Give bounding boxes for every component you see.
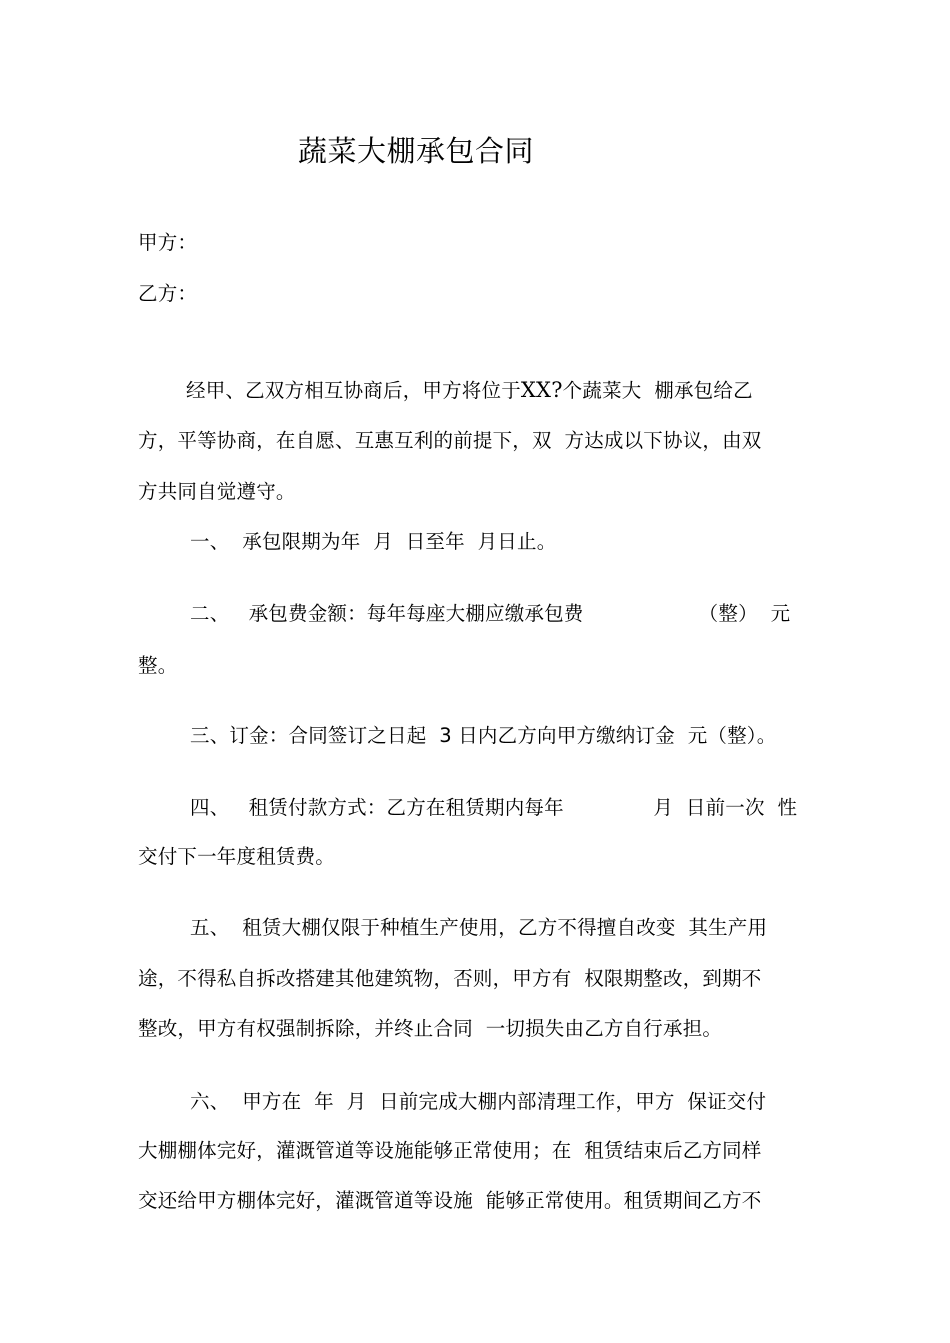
party-a-label: 甲方： <box>138 231 198 254</box>
clause-5-line-3: 整改，甲方有权强制拆除，并终止合同 一切损失由乙方自行承担。 <box>138 1017 723 1040</box>
clause-3-line-1: 三、订金：合同签订之日起 3 日内乙方向甲方缴纳订金 元（整）。 <box>190 724 777 747</box>
intro-line-3: 方共同自觉遵守。 <box>138 480 296 503</box>
clause-5-line-2: 途，不得私自拆改搭建其他建筑物，否则，甲方有 权限期整改，到期不 <box>138 967 762 990</box>
clause-6-line-1: 六、 甲方在 年 月 日前完成大棚内部清理工作，甲方 保证交付 <box>190 1090 767 1113</box>
clause-4-line-2: 交付下一年度租赁费。 <box>138 845 336 868</box>
intro-location-placeholder: XX? <box>520 378 563 402</box>
clause-1-line-1: 一、 承包限期为年 月 日至年 月日止。 <box>190 530 557 553</box>
clause-6-line-2: 大棚棚体完好，灌溉管道等设施能够正常使用；在 租赁结束后乙方同样 <box>138 1139 762 1162</box>
document-title: 蔬菜大棚承包合同 <box>298 134 535 168</box>
intro-line-1 <box>186 378 753 403</box>
clause-6-line-3: 交还给甲方棚体完好，灌溉管道等设施 能够正常使用。租赁期间乙方不 <box>138 1189 762 1212</box>
intro-line-2: 方，平等协商，在自愿、互惠互利的前提下，双 方达成以下协议，由双 <box>138 429 762 452</box>
party-b-label: 乙方： <box>138 282 198 305</box>
intro-line-1-a: 经甲、乙双方相互协商后，甲方将位于 <box>186 379 521 402</box>
clause-2-line-1: 二、 承包费金额：每年每座大棚应缴承包费 （整） 元 <box>190 602 791 625</box>
clause-4-line-1: 四、 租赁付款方式：乙方在租赁期内每年 月 日前一次 性 <box>190 796 798 819</box>
intro-line-1-b: 个蔬菜大 棚承包给乙 <box>562 379 753 402</box>
clause-5-line-1: 五、 租赁大棚仅限于种植生产使用，乙方不得擅自改变 其生产用 <box>190 916 768 939</box>
clause-2-line-2: 整。 <box>138 654 178 677</box>
